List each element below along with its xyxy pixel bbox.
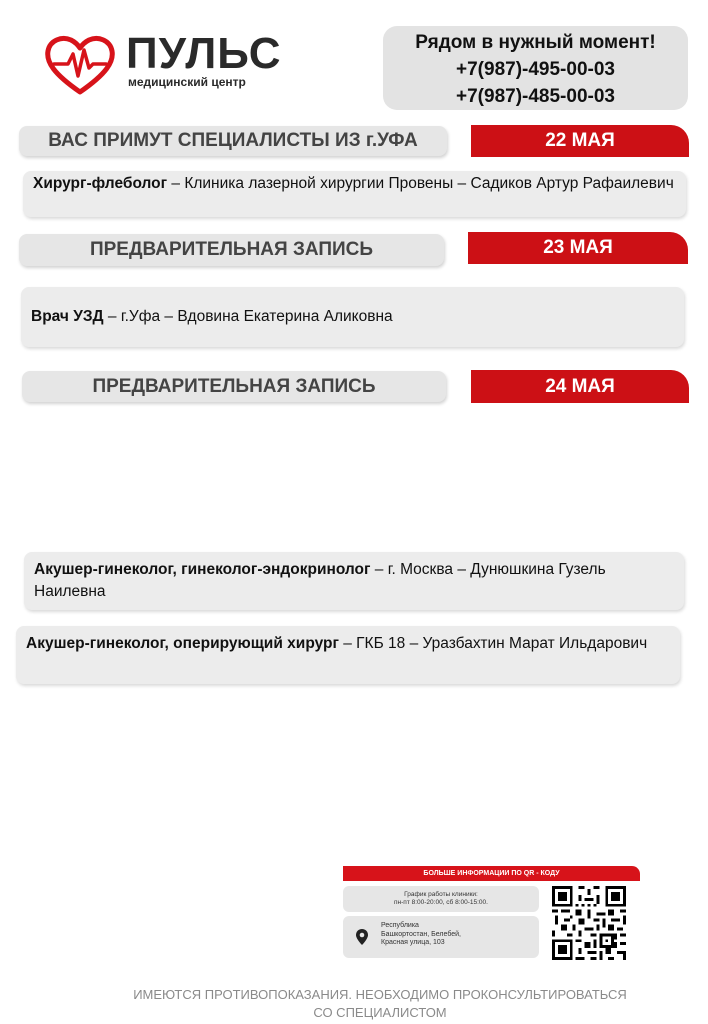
section-header: ПРЕДВАРИТЕЛЬНАЯ ЗАПИСЬ (19, 234, 444, 266)
date-badge: 23 МАЯ (468, 232, 688, 264)
doctor-card (16, 626, 680, 684)
qr-code-icon[interactable] (552, 886, 626, 960)
disclaimer-line: ИМЕЮТСЯ ПРОТИВОПОКАЗАНИЯ. НЕОБХОДИМО ПРОКОНСУЛЬТИРОВАТЬСЯ (133, 987, 627, 1002)
doctor-title: Хирург-флеболог (33, 175, 168, 192)
date-badge: 24 МАЯ (471, 370, 689, 403)
address-line: Башкортостан, Белебей, (381, 930, 462, 938)
doctor-title: Врач УЗД (31, 308, 104, 325)
doctor-card (21, 287, 684, 347)
doctor-title: Акушер-гинеколог, гинеколог-эндокринолог (34, 561, 371, 578)
logo-heart-icon (44, 34, 116, 96)
doctor-card (24, 552, 684, 610)
doctor-details: – Клиника лазерной хирургии Провены – Садиков Артур Рафаилевич (167, 175, 674, 192)
doctor-details: – ГКБ 18 – Уразбахтин Марат Ильдарович (338, 635, 648, 652)
disclaimer (0, 986, 708, 1022)
section-header: ВАС ПРИМУТ СПЕЦИАЛИСТЫ ИЗ г.УФА (19, 126, 447, 156)
doctor-details: – г.Уфа – Вдовина Екатерина Аликовна (103, 308, 393, 325)
contact-box (383, 26, 688, 110)
disclaimer-line: СО СПЕЦИАЛИСТОМ (313, 1005, 447, 1020)
section-header: ПРЕДВАРИТЕЛЬНАЯ ЗАПИСЬ (22, 371, 446, 402)
logo-subtitle: медицинский центр (128, 75, 246, 89)
doctor-card (23, 171, 686, 217)
date-badge: 22 МАЯ (471, 125, 689, 157)
hours-text: пн-пт 8:00-20:00, сб 8:00-15:00. (394, 899, 488, 906)
qr-header: БОЛЬШЕ ИНФОРМАЦИИ ПО QR - КОДУ (343, 866, 640, 881)
address-line: Красная улица, 103 (381, 939, 445, 946)
map-pin-icon (355, 928, 369, 946)
clinic-address (343, 916, 539, 958)
address-line: Республика (381, 922, 419, 929)
phone-1[interactable]: +7(987)-495-00-03 (456, 59, 615, 80)
hours-title: График работы клиники: (404, 891, 478, 898)
doctor-title: Акушер-гинеколог, оперирующий хирург (26, 635, 339, 652)
doctor-details: – г. Москва – Дунюшкина Гузель Наилевна (34, 561, 606, 600)
phone-2[interactable]: +7(987)-485-00-03 (456, 86, 615, 107)
clinic-hours (343, 886, 539, 912)
tagline: Рядом в нужный момент! (415, 32, 656, 53)
logo-name: ПУЛЬС (126, 29, 282, 78)
